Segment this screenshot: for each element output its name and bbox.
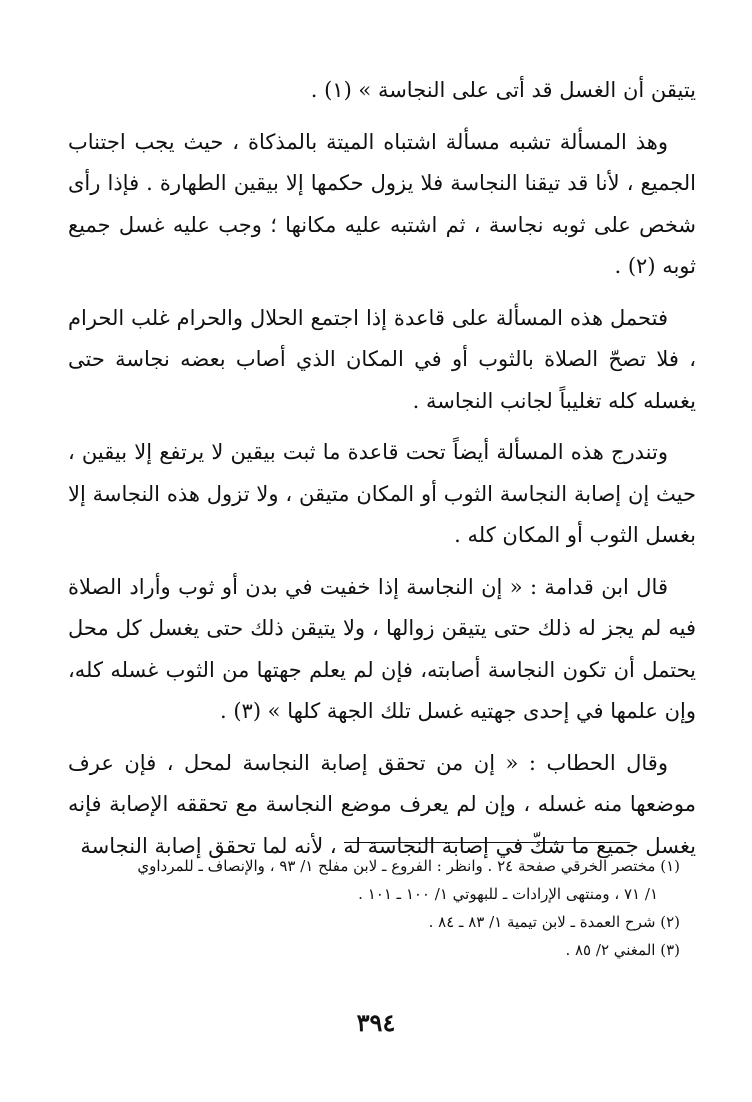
footnote-1: (١) مختصر الخرقي صفحة ٢٤ . وانظر : الفروع ـ لابن مفلح ١/ ٩٣ ، والإنصاف ـ للمرداوي [137,857,680,875]
paragraph-6: وقال الحطاب : « إن من تحقق إصابة النجاسة لمحل ، فإن عرف موضعها منه غسله ، وإن لم يعرف موضع النجاسة مع تحققه الإصابة فإنه يغسل جميع ما شكّ في إصابة النجاسة له ، لأنه لما تحقق إصابة النجاسة [68,750,696,858]
footnote-divider [344,842,630,843]
page-number: ٣٩٤ [356,1008,396,1037]
main-text [68,70,696,877]
footnote-3: (٣) المغني ٢/ ٨٥ . [565,941,680,959]
paragraph-2: وهذ المسألة تشبه مسألة اشتباه الميتة بالمذكاة ، حيث يجب اجتناب الجميع ، لأنا قد تيقنا النجاسة فلا يزول حكمها إلا بيقين الطهارة . فإذا رأى شخص على ثوبه نجاسة ، ثم اشتبه عليه مكانها ؛ وجب عليه غسل جميع ثوبه (٢) . [68,129,696,278]
footnote-1-continuation: ١/ ٧١ ، ومنتهى الإرادات ـ للبهوتي ١/ ١٠٠ ـ ١٠١ . [358,885,658,903]
paragraph-4: وتندرج هذه المسألة أيضاً تحت قاعدة ما ثبت بيقين لا يرتفع إلا بيقين ، حيث إن إصابة النجاسة الثوب أو المكان متيقن ، ولا تزول هذه النجاسة إلا بغسل الثوب أو المكان كله . [68,440,696,547]
paragraph-1: يتيقن أن الغسل قد أتى على النجاسة » (١) . [310,78,696,102]
footnotes [60,852,700,964]
paragraph-3: فتحمل هذه المسألة على قاعدة إذا اجتمع الحلال والحرام غلب الحرام ، فلا تصحّ الصلاة بالثوب أو في المكان الذي أصاب بعضه نجاسة حتى يغسله كله تغليباً لجانب النجاسة . [68,305,696,413]
paragraph-5: قال ابن قدامة : « إن النجاسة إذا خفيت في بدن أو ثوب وأراد الصلاة فيه لم يجز له ذلك حتى يتيقن زوالها ، ولا يتيقن ذلك حتى يغسل كل محل يحتمل أن تكون النجاسة أصابته، فإن لم يعلم جهتها من الثوب غسله كله، وإن علمها في إحدى جهتيه غسل تلك الجهة كلها » (٣) . [68,574,696,723]
footnote-2: (٢) شرح العمدة ـ لابن تيمية ١/ ٨٣ ـ ٨٤ . [428,913,680,931]
